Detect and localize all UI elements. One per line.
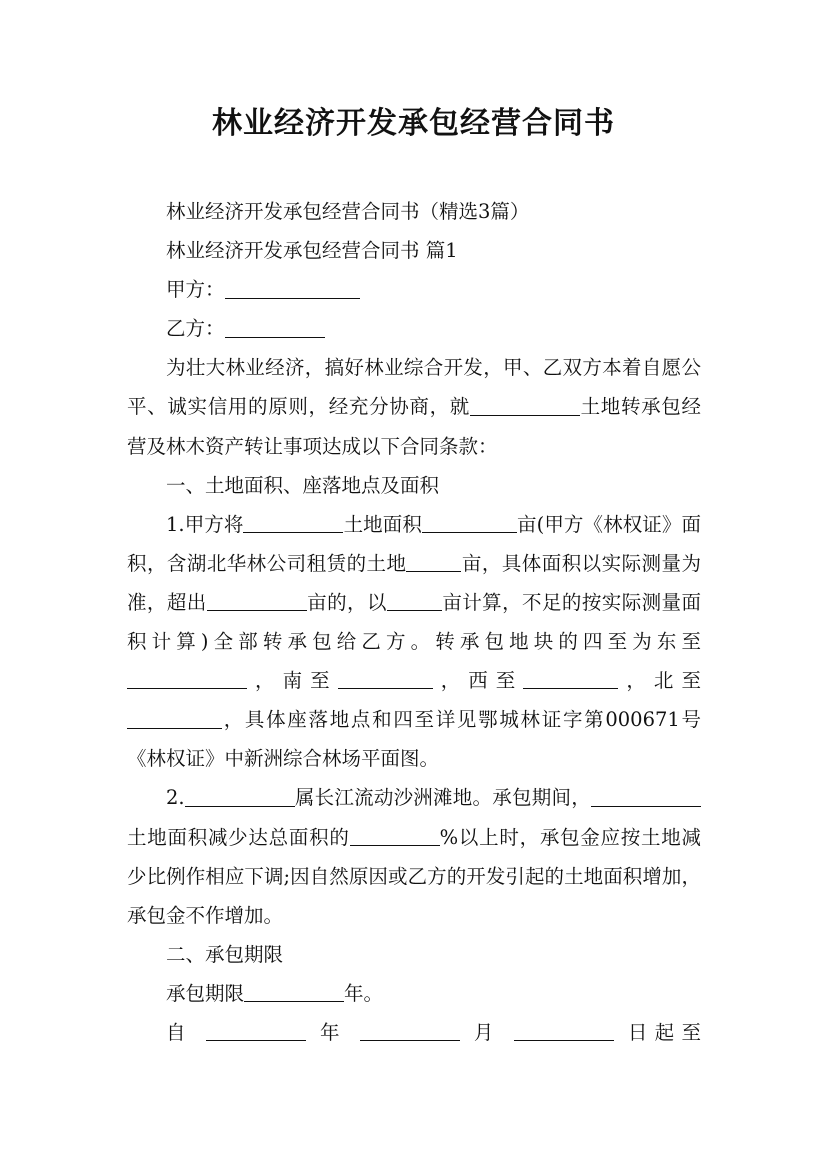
- clause2-blank-3: [350, 824, 440, 845]
- date-blank-day: [514, 1020, 614, 1041]
- term-line: [127, 974, 701, 1013]
- party-b-label: 乙方：: [166, 317, 225, 341]
- clause1-blank-2: [422, 512, 517, 533]
- document-title: 林业经济开发承包经营合同书: [212, 106, 615, 141]
- party-b-line: [127, 309, 701, 348]
- clause1-blank-west: [523, 668, 618, 689]
- date-blank-year: [206, 1020, 306, 1041]
- clause2-blank-2: [591, 785, 701, 806]
- clause1-text-8: ，西至: [432, 669, 524, 693]
- clause2-blank-1: [185, 785, 295, 806]
- clause1-blank-north: [127, 707, 222, 728]
- clause2-text-4: %以上时，承包金应按土地减少比例作相应下调;因自然原因或乙方的开发引起的土地面积增加，承包金不作增加。: [127, 825, 701, 927]
- clause1-blank-south: [338, 668, 433, 689]
- clause1-text-2: 土地面积: [343, 512, 422, 536]
- clause1-blank-5: [387, 590, 442, 611]
- section-2-heading: 二、承包期限: [166, 942, 284, 966]
- party-b-blank: [225, 316, 325, 337]
- document-body: [127, 192, 701, 1052]
- section-1-heading: 一、土地面积、座落地点及面积: [166, 473, 440, 497]
- intro-paragraph: [127, 348, 701, 465]
- clause1-text-1: 1.甲方将: [166, 512, 244, 536]
- clause1-text-7: ，南至: [247, 669, 338, 693]
- party-a-line: [127, 270, 701, 309]
- term-text-2: 年。: [344, 981, 384, 1005]
- clause1-text-5: 亩的，以: [306, 590, 387, 614]
- clause1-text-4: 亩，具体面积以实际测量为准，超出: [127, 551, 701, 614]
- party-a-blank: [225, 277, 360, 298]
- clause1-blank-3: [406, 551, 461, 572]
- date-text-from: 自: [166, 1020, 193, 1044]
- date-blank-month: [360, 1020, 460, 1041]
- clause-2-paragraph: [127, 778, 701, 934]
- date-text-year: 年: [319, 1020, 347, 1044]
- clause2-text-3: 土地面积减少达总面积的: [127, 825, 350, 849]
- term-blank: [244, 981, 344, 1002]
- date-line: [127, 1013, 701, 1052]
- intro-blank: [470, 394, 580, 415]
- clause-1-paragraph: [127, 505, 701, 779]
- intro-text-2: 土地转承包经营及林木资产转让事项达成以下合同条款：: [127, 395, 701, 458]
- term-text-1: 承包期限: [166, 981, 245, 1005]
- part-heading: 林业经济开发承包经营合同书 篇1: [166, 239, 458, 263]
- clause2-text-1: 2.: [166, 786, 185, 810]
- clause1-text-6: 亩计算，不足的按实际测量面积计算)全部转承包给乙方。转承包地块的四至为东至: [127, 590, 701, 654]
- date-text-month: 月: [473, 1020, 501, 1044]
- clause1-blank-1: [243, 512, 343, 533]
- date-text-until: 日起至: [627, 1020, 701, 1044]
- clause1-text-3: 亩(甲方《林权证》面积，含湖北华林公司租赁的土地: [127, 512, 701, 575]
- clause1-text-10: ，具体座落地点和四至详见鄂城林证字第000671号《林权证》中新洲综合林场平面图。: [127, 708, 701, 771]
- subtitle: 林业经济开发承包经营合同书（精选3篇）: [166, 200, 530, 223]
- clause2-text-2: 属长江流动沙洲滩地。承包期间，: [294, 786, 591, 810]
- party-a-label: 甲方：: [166, 278, 225, 302]
- intro-text-1: 为壮大林业经济，搞好林业综合开发，甲、乙双方本着自愿公平、诚实信用的原则，经充分协商，就: [127, 356, 701, 419]
- clause1-text-9: ，北至: [618, 669, 701, 693]
- clause1-blank-4: [207, 590, 307, 611]
- clause1-blank-east: [127, 668, 247, 689]
